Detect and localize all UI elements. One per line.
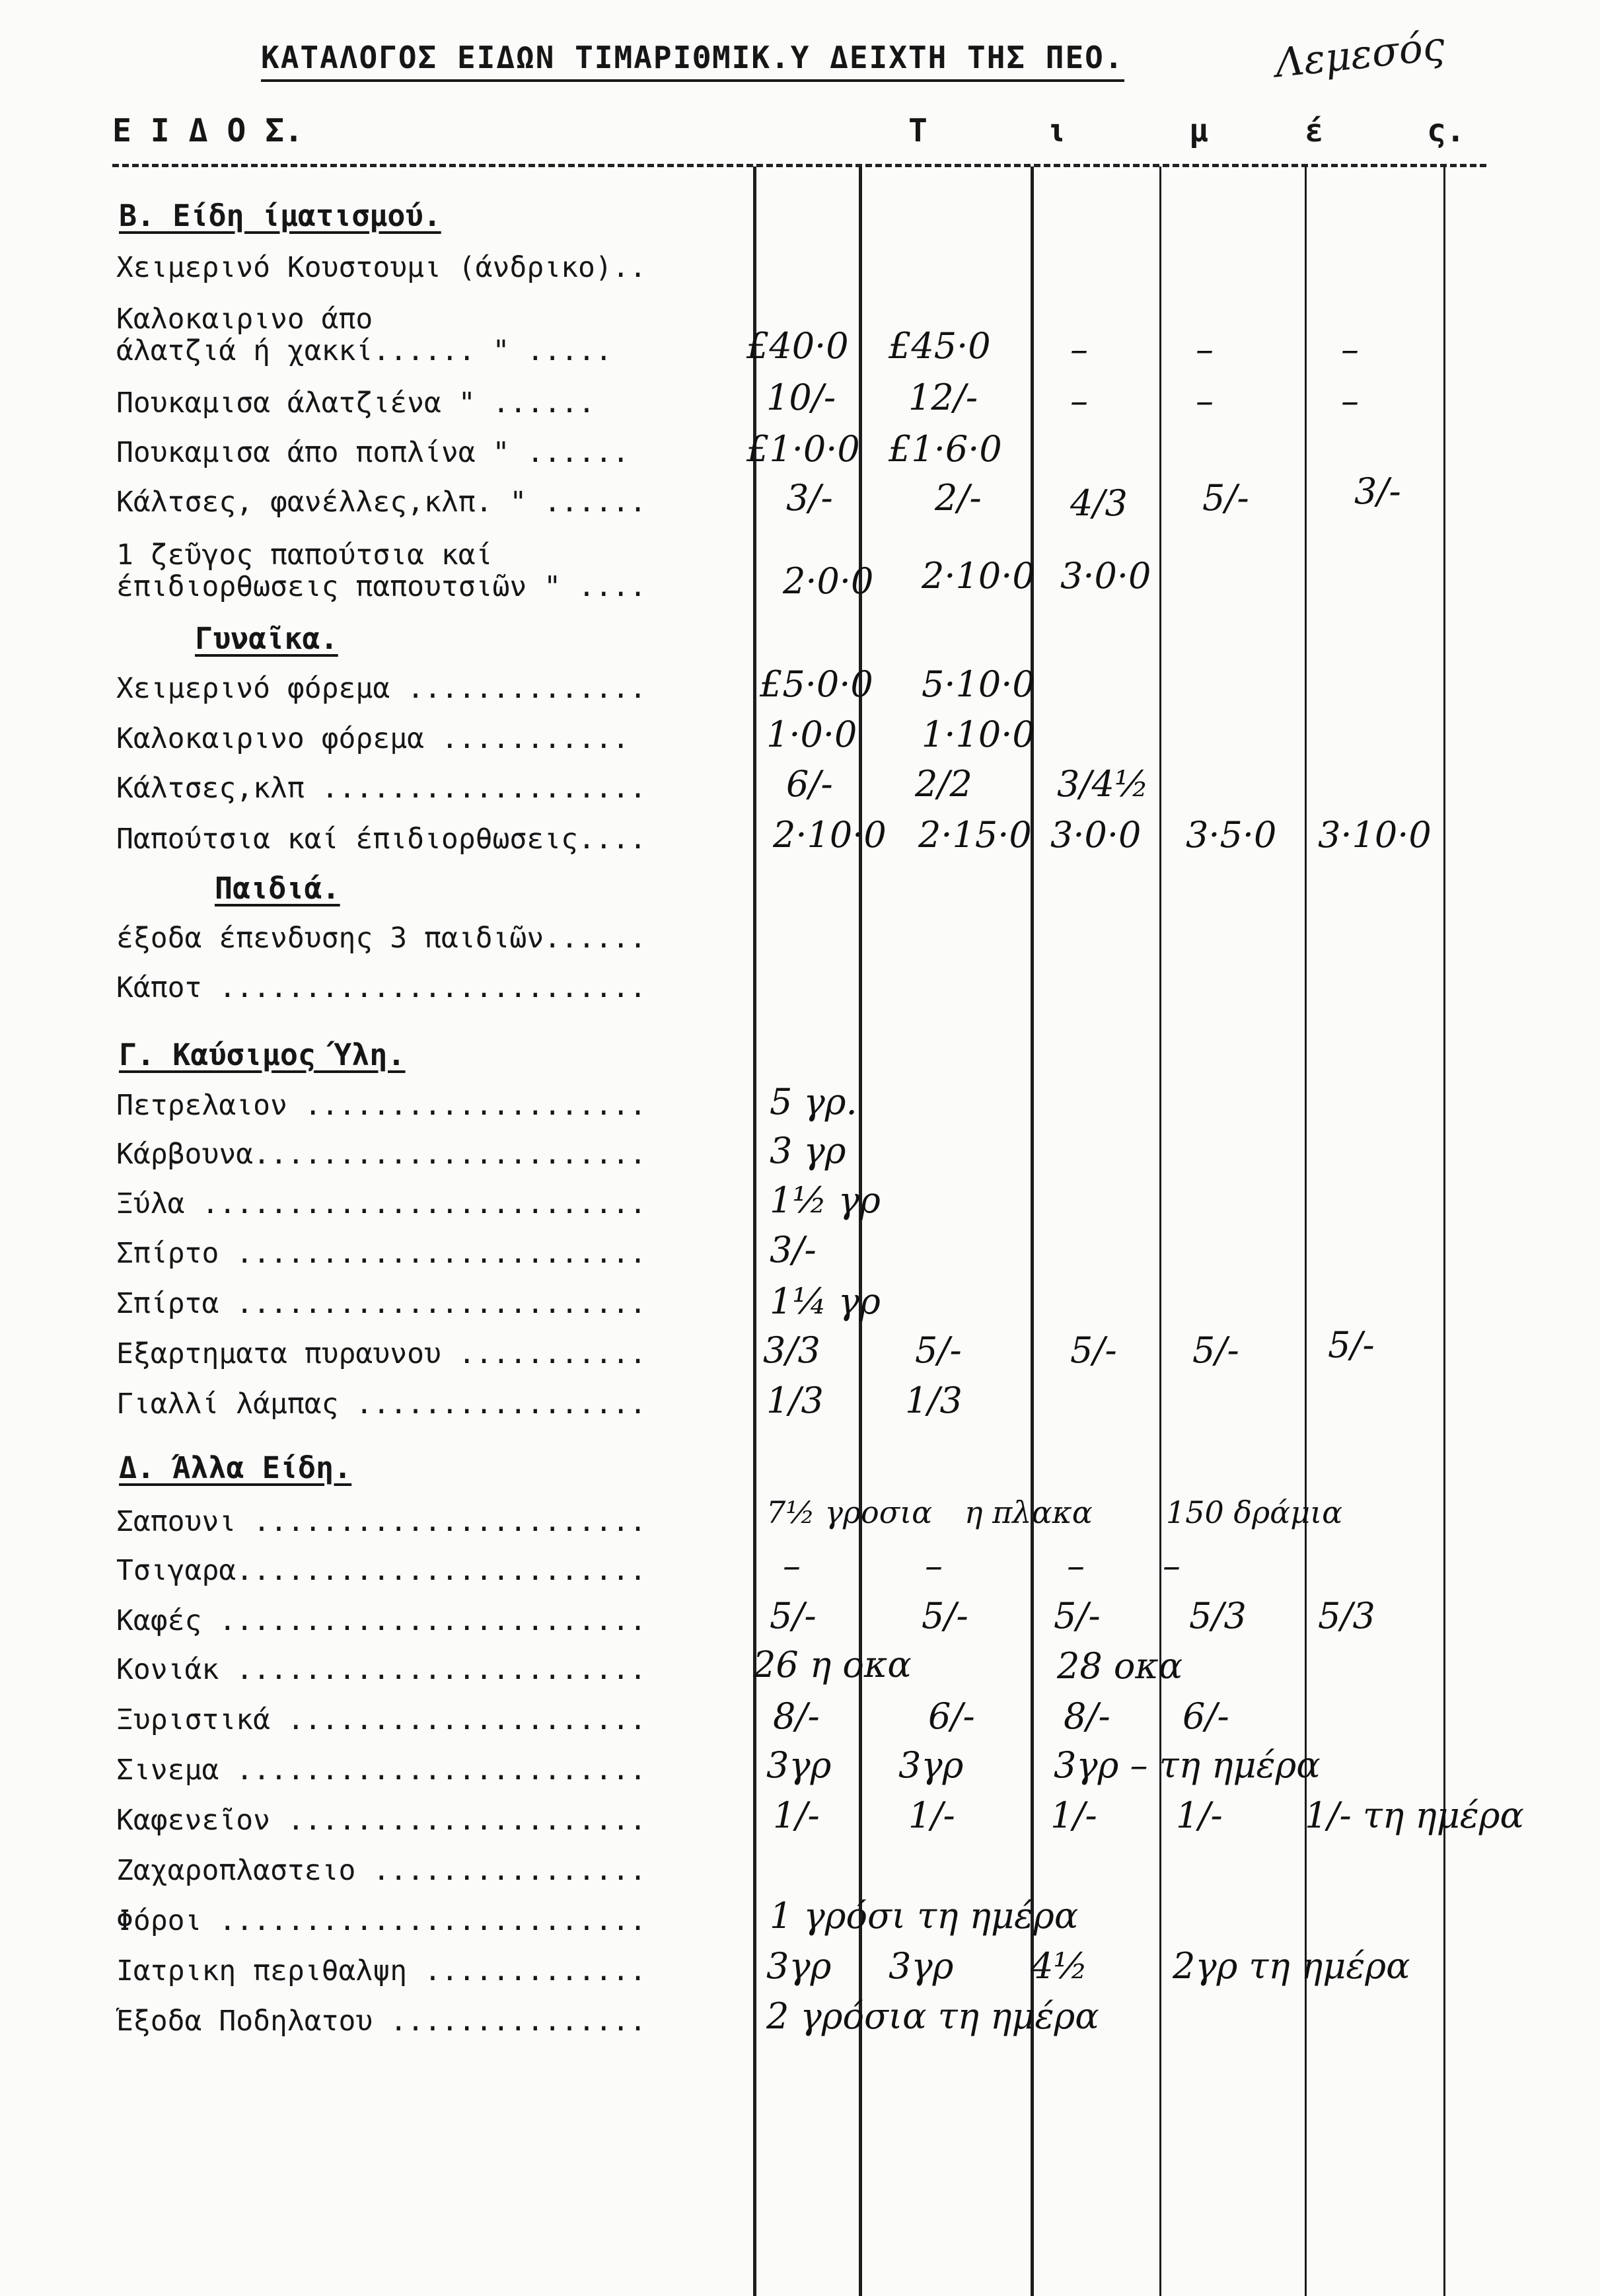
price-value: 1·10·0 <box>922 714 1035 755</box>
price-header-letter-1: Τ <box>908 112 927 149</box>
price-value: £5·0·0 <box>760 663 873 705</box>
item-row-label: Κάλτσες,κλπ ................... <box>116 772 647 805</box>
price-value: 2 γρόσια τη ημέρα <box>766 1995 1099 2037</box>
price-value: 4½ <box>1031 1945 1088 1987</box>
price-value: 3·0·0 <box>1050 814 1142 856</box>
column-divider <box>1159 167 1161 2296</box>
price-value: 8/- <box>1064 1695 1110 1737</box>
item-row-label: Ζαχαροπλαστειο ................ <box>116 1854 647 1887</box>
column-divider <box>753 167 756 2296</box>
item-row-label: Ξυριστικά ..................... <box>116 1703 647 1736</box>
price-value: 2/2 <box>915 763 972 805</box>
price-value: – <box>783 1545 801 1586</box>
price-value: 1·0·0 <box>766 714 857 755</box>
item-row-label: Φόροι ......................... <box>116 1904 647 1937</box>
price-value: 3γρ <box>766 1744 832 1786</box>
price-value: 3/- <box>786 477 833 519</box>
price-value: 3·5·0 <box>1186 814 1277 856</box>
item-row-label: Έξοδα Ποδηλατου ............... <box>116 2005 647 2038</box>
price-value: 5·10·0 <box>922 663 1035 705</box>
item-row-label: έξοδα έπενδυσης 3 παιδιῶν...... <box>116 922 647 955</box>
column-divider <box>1443 167 1445 2296</box>
price-value: 3 γρ <box>770 1130 846 1171</box>
price-value: 5/- <box>1192 1329 1239 1371</box>
item-row-label: Σινεμα ........................ <box>116 1754 647 1787</box>
item-row-label: Καφενεῖον ..................... <box>116 1804 647 1837</box>
item-row-label: Γιαλλί λάμπας ................. <box>116 1388 647 1421</box>
item-row-label: 1 ζεῦγος παπούτσια καί <box>116 538 493 572</box>
item-row-label: Πουκαμισα άλατζιένα " ...... <box>116 387 595 420</box>
price-value: 2·15·0 <box>918 814 1032 856</box>
item-row-label: Κάρβουνα....................... <box>116 1138 647 1171</box>
price-value: 1¼ γρ <box>770 1280 881 1322</box>
price-value: 5/- <box>1070 1329 1117 1371</box>
price-value: 3/3 <box>763 1329 820 1371</box>
price-value: 2·10·0 <box>922 555 1035 597</box>
price-value: 6/- <box>928 1695 975 1737</box>
price-value: 2·10·0 <box>773 814 887 856</box>
price-value: 28 οκα <box>1057 1645 1183 1687</box>
item-row-label: Καλοκαιρινο άπο <box>116 303 373 336</box>
item-row-label: Σπίρτα ........................ <box>116 1287 647 1320</box>
item-row-label: Χειμερινό φόρεμα .............. <box>116 672 647 705</box>
document-title: ΚΑΤΑΛΟΓΟΣ ΕΙΔΩΝ ΤΙΜΑΡΙΘΜΙΚ.Υ ΔΕΙΧΤΗ ΤΗΣ ΠΕΟ. <box>261 40 1124 82</box>
item-row-label: Πουκαμισα άπο ποπλίνα " ...... <box>116 436 630 469</box>
price-value: 5/- <box>1054 1595 1101 1637</box>
item-row-label: Παπούτσια καί έπιδιορθωσεις.... <box>116 823 647 856</box>
price-value: 1/3 <box>905 1380 963 1421</box>
price-value: 10/- <box>766 377 836 418</box>
price-value: £40·0 <box>746 325 849 367</box>
price-value: 3γρ <box>766 1945 832 1987</box>
price-value: 3γρ <box>898 1744 964 1786</box>
price-value: 1/- <box>1050 1795 1097 1836</box>
section-heading-clothing: Β. Είδη ίματισμού. <box>119 198 441 233</box>
price-value: 5/- <box>915 1329 962 1371</box>
price-value: 150 δράμια <box>1166 1495 1343 1530</box>
price-value: 1/- <box>1176 1795 1223 1836</box>
price-header-letter-4: έ <box>1305 112 1324 149</box>
price-header-letter-5: ς. <box>1427 112 1465 149</box>
price-value: 1½ γρ <box>770 1179 881 1221</box>
item-row-label: άλατζιά ή χακκί...... " ..... <box>116 334 612 367</box>
section-heading-children: Παιδιά. <box>215 871 340 906</box>
price-value: 5/- <box>1328 1324 1375 1366</box>
price-value: 8/- <box>773 1695 820 1737</box>
handwritten-location-note: Λεμεσός <box>1273 22 1447 87</box>
price-value: 2·0·0 <box>783 560 874 602</box>
item-column-header: Ε Ι Δ Ο Σ. <box>112 112 303 149</box>
item-row-label: Χειμερινό Κουστουμι (άνδρικο).. <box>116 251 647 284</box>
section-heading-fuel: Γ. Καύσιμος Ύλη. <box>119 1037 406 1072</box>
section-heading-other: Δ. Άλλα Είδη. <box>119 1450 352 1485</box>
item-row-label: Τσιγαρα........................ <box>116 1554 647 1587</box>
price-value: 5/- <box>1202 477 1249 519</box>
price-value: 5/3 <box>1189 1595 1247 1637</box>
price-value: – <box>1196 380 1214 422</box>
price-value: 2/- <box>935 477 982 519</box>
price-header-letter-3: μ <box>1189 112 1208 149</box>
price-value: £1·0·0 <box>746 428 860 470</box>
price-value: 3/- <box>770 1229 817 1271</box>
price-value: 26 η οκα <box>753 1644 912 1685</box>
price-value: – <box>1070 380 1088 422</box>
item-row-label: Καφές ......................... <box>116 1604 647 1637</box>
price-value: 1/- <box>773 1795 820 1836</box>
item-row-label: Ιατρικη περιθαλψη ............. <box>116 1954 647 1987</box>
price-value: 3·0·0 <box>1060 555 1151 597</box>
price-value: 2γρ τη ημέρα <box>1173 1945 1410 1987</box>
price-value: 3/- <box>1354 470 1401 512</box>
price-value: 1/3 <box>766 1380 824 1421</box>
price-value: 12/- <box>908 377 978 418</box>
price-value: 3/4½ <box>1057 763 1149 805</box>
item-row-label: Κάποτ ......................... <box>116 971 647 1004</box>
price-value: 3γρ – τη ημέρα <box>1054 1744 1321 1786</box>
header-rule <box>112 164 1486 167</box>
price-value: 6/- <box>1182 1695 1229 1737</box>
item-row-label: Κάλτσες, φανέλλες,κλπ. " ...... <box>116 486 647 519</box>
item-row-label: Σαπουνι ....................... <box>116 1505 647 1538</box>
price-header-letter-2: ι <box>1047 112 1066 149</box>
price-value: 5/3 <box>1318 1595 1375 1637</box>
item-row-label: Ξύλα .......................... <box>116 1187 647 1220</box>
item-row-label: έπιδιορθωσεις παπουτσιῶν " .... <box>116 570 647 603</box>
item-row-label: Σπίρτο ........................ <box>116 1237 647 1270</box>
price-value: – <box>1341 328 1359 370</box>
column-divider <box>859 167 862 2296</box>
price-value: – <box>1341 380 1359 422</box>
price-value: – <box>1070 328 1088 370</box>
section-heading-women: Γυναῖκα. <box>195 621 338 656</box>
price-value: 3γρ <box>889 1945 954 1987</box>
price-value: 5/- <box>770 1595 817 1637</box>
price-value: 5/- <box>922 1595 968 1637</box>
item-row-label: Κονιάκ ........................ <box>116 1653 647 1686</box>
price-value: 1 γρόσι τη ημέρα <box>770 1895 1079 1937</box>
price-value: 1/- τη ημέρα <box>1305 1795 1524 1836</box>
price-value: 7½ γροσια <box>766 1495 933 1530</box>
price-value: 3·10·0 <box>1318 814 1432 856</box>
price-value: 4/3 <box>1070 482 1128 524</box>
price-value: η πλακα <box>964 1495 1093 1530</box>
item-row-label: Πετρελαιον .................... <box>116 1089 647 1122</box>
price-value: 5 γρ. <box>770 1081 857 1123</box>
price-value: 1/- <box>908 1795 955 1836</box>
item-row-label: Καλοκαιρινο φόρεμα ........... <box>116 722 630 755</box>
price-value: 6/- <box>786 763 833 805</box>
price-value: – <box>925 1545 943 1586</box>
price-value: – <box>1163 1545 1181 1586</box>
price-value: £45·0 <box>889 325 991 367</box>
price-value: – <box>1196 328 1214 370</box>
item-row-label: Εξαρτηματα πυραυνου ........... <box>116 1337 647 1370</box>
price-value: – <box>1067 1545 1085 1586</box>
price-value: £1·6·0 <box>889 428 1002 470</box>
